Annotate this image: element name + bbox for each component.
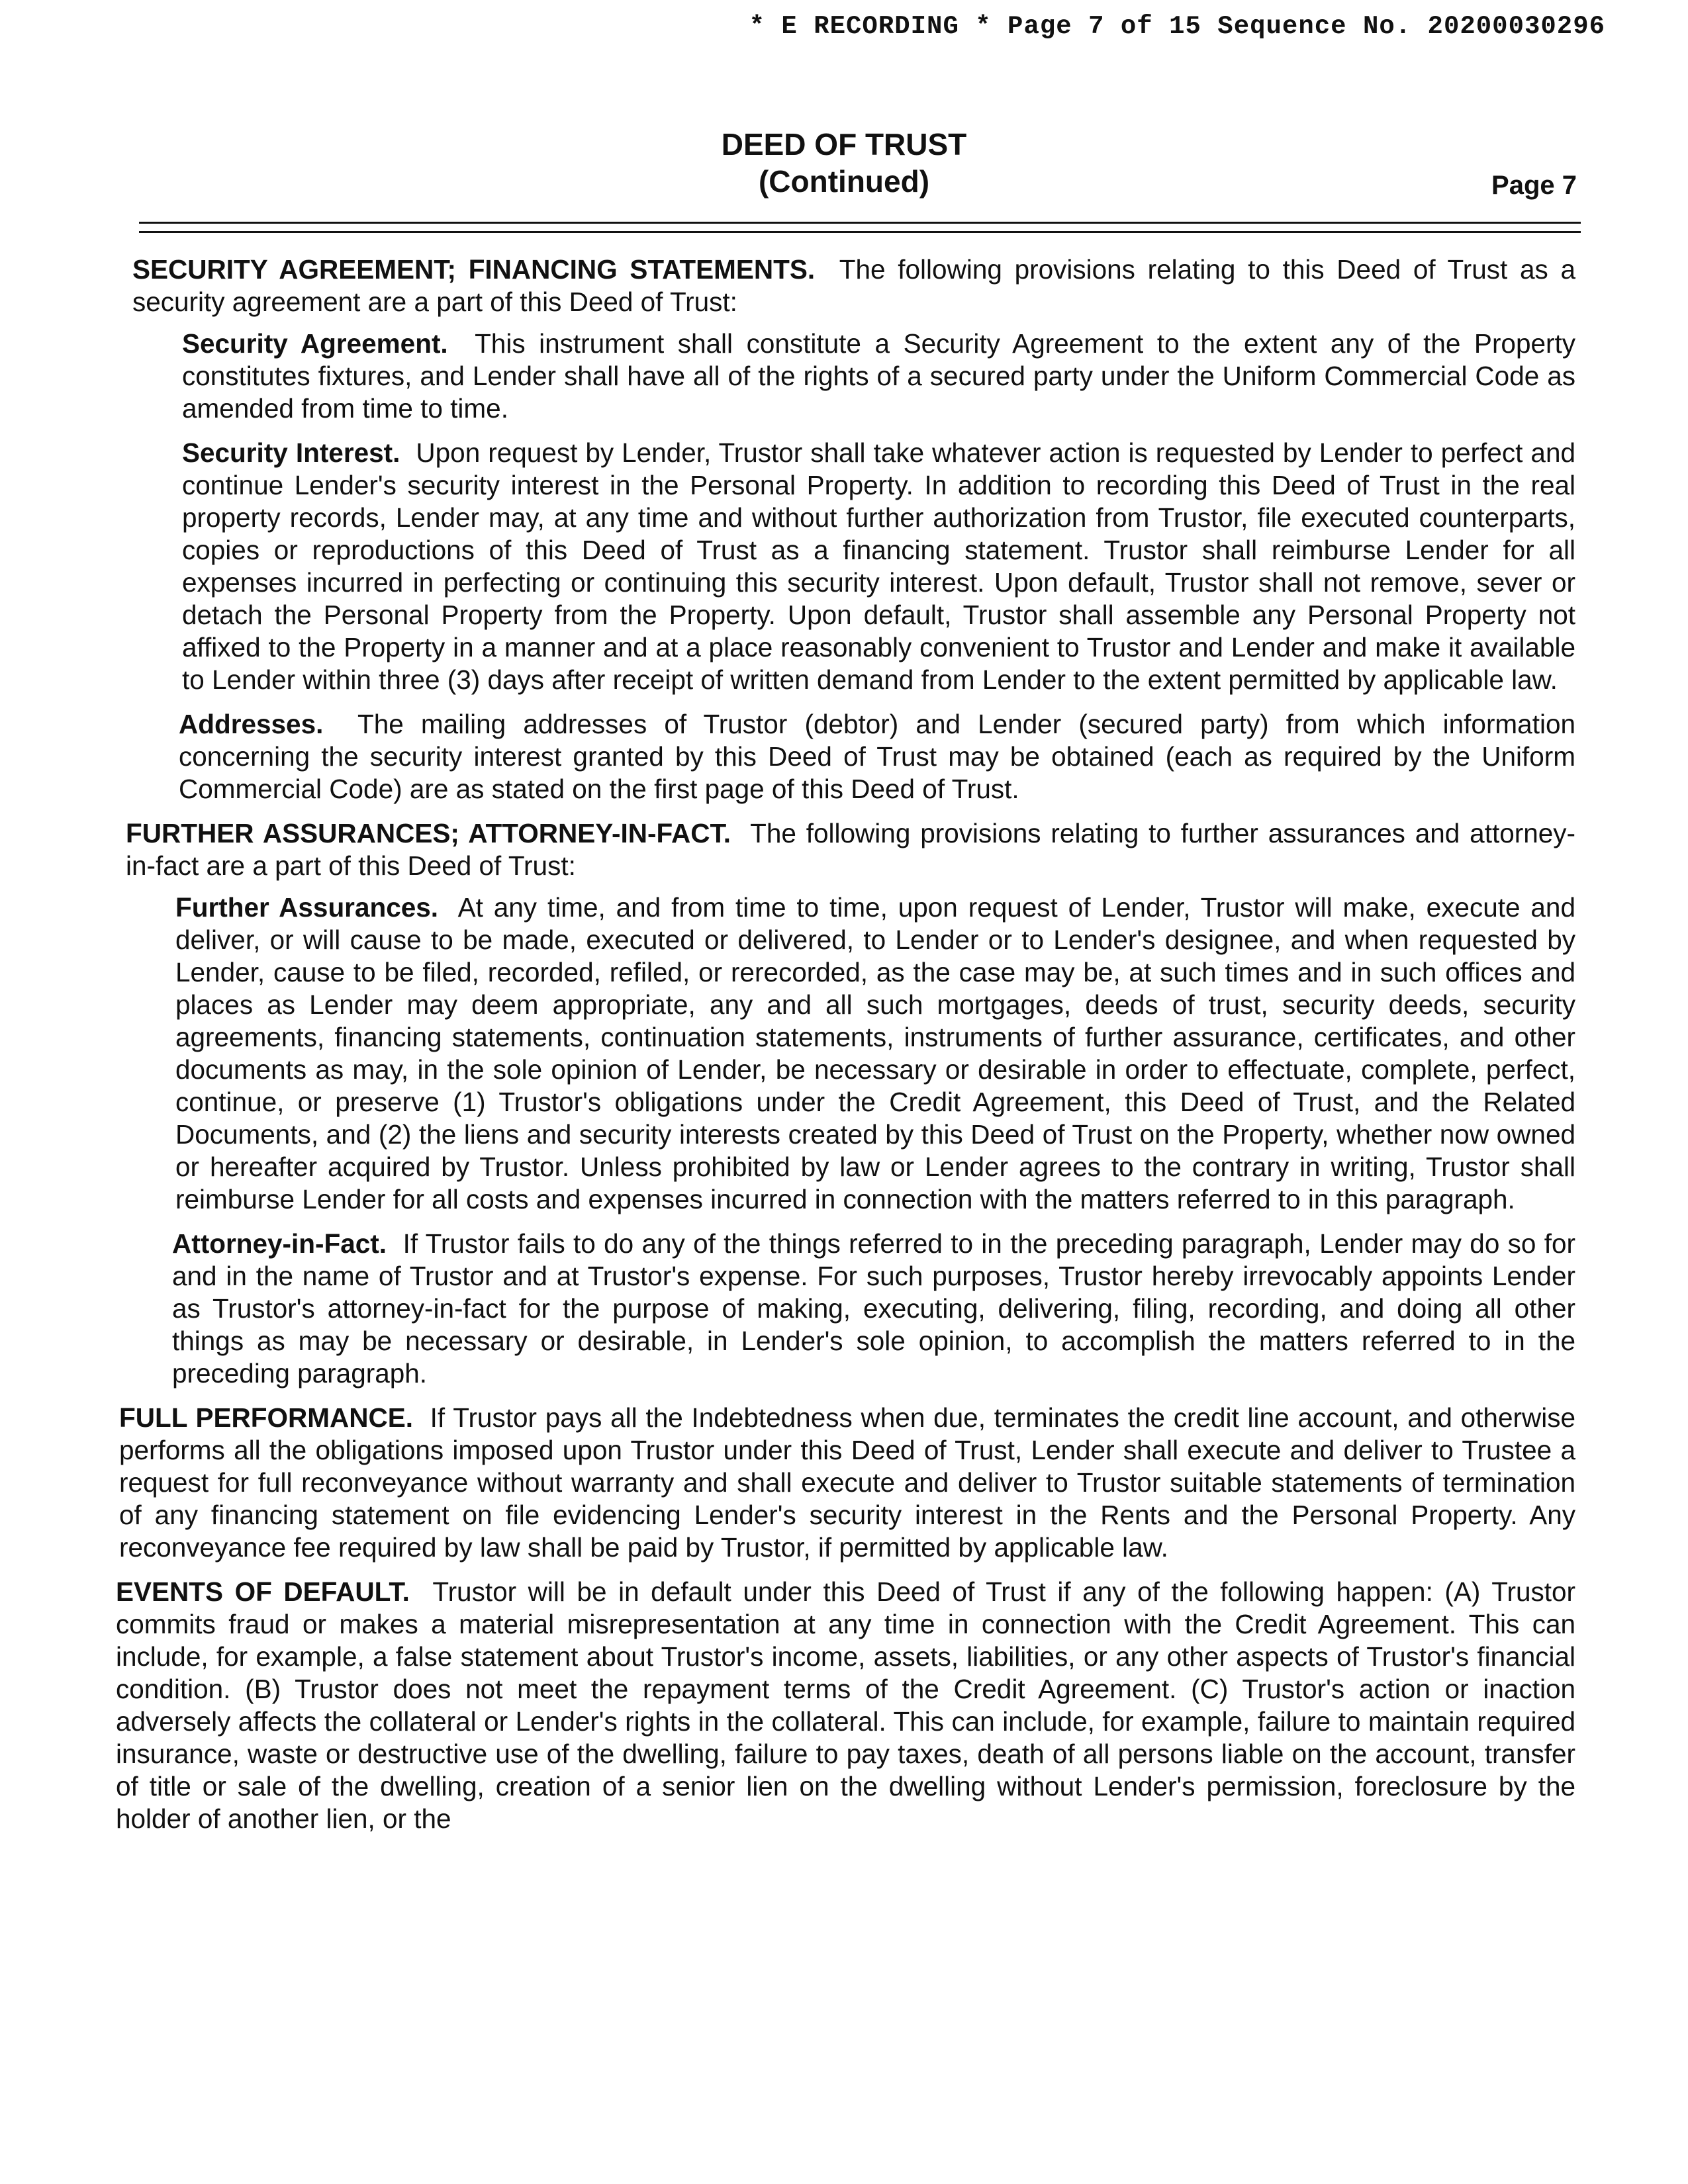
subsection-heading: Attorney-in-Fact. [172,1228,387,1259]
header-rule-bottom [139,231,1581,233]
section-text: The following provisions relating to this Deed of Trust as a security agreement are a part of this Deed of Trust: [132,254,1575,317]
subsection-attorney-in-fact [172,1228,1575,1390]
subsection-heading: Further Assurances. [175,892,439,923]
section-paragraph [132,253,1575,318]
section-heading: FULL PERFORMANCE. [119,1402,414,1433]
document-title [0,126,1688,200]
subsection-addresses [179,708,1575,805]
section-paragraph [119,1402,1575,1564]
subsection-text: Upon request by Lender, Trustor shall take whatever action is requested by Lender to perfect and continue Lender's security interest in the Personal Property. In addition to recording this Deed of Trust in the real property records, Lender may, at any time and without further authorization from Trustor, file executed counterparts, copies or reproductions of this Deed of Trust as a financing statement. Trustor shall reimburse Lender for all expenses incurred in perfecting or continuing this security interest. Upon default, Trustor shall not remove, sever or detach the Personal Property from the Property. Upon default, Trustor shall assemble any Personal Property not affixed to the Property in a manner and at a place reasonably convenient to Trustor and Lender and make it available to Lender within three (3) days after receipt of written demand from Lender to the extent permitted by applicable law. [182,437,1575,695]
section-text: Trustor will be in default under this Deed of Trust if any of the following happen: (A) Trustor commits fraud or makes a material misrepresentation at any time in connection with the Credit Agreement. This can include, for example, a false statement about Trustor's income, assets, liabilities, or any other aspects of Trustor's financial condition. (B) Trustor does not meet the repayment terms of the Credit Agreement. (C) Trustor's action or inaction adversely affects the collateral or Lender's rights in the collateral. This can include, for example, failure to maintain required insurance, waste or destructive use of the dwelling, failure to pay taxes, death of all persons liable on the account, transfer of title or sale of the dwelling, creation of a senior lien on the dwelling without Lender's permission, foreclosure by the holder of another lien, or the [116,1576,1575,1834]
section-paragraph [126,817,1575,882]
subsection-text: This instrument shall constitute a Security Agreement to the extent any of the Property constitutes fixtures, and Lender shall have all of the rights of a secured party under the Uniform Commercial Code as amended from time to time. [182,328,1575,424]
subsection-paragraph [182,328,1575,425]
subsection-text: If Trustor fails to do any of the things referred to in the preceding paragraph, Lender may do so for and in the name of Trustor and at Trustor's expense. For such purposes, Trustor hereby irrevocably appoints Lender as Trustor's attorney-in-fact for the purpose of making, executing, delivering, filing, recording, and doing all other things as may be necessary or desirable, in Lender's sole opinion, to accomplish the matters referred to in the preceding paragraph. [172,1228,1575,1388]
title-line-1: DEED OF TRUST [721,127,967,161]
subsection-further-assurances [175,891,1575,1216]
section-security-agreement [132,253,1575,805]
section-text: The following provisions relating to further assurances and attorney-in-fact are a part of this Deed of Trust: [126,818,1576,881]
subsection-security-agreement [182,328,1575,425]
page-number: Page 7 [1491,171,1577,200]
subsection-paragraph [179,708,1575,805]
subsection-paragraph [182,437,1575,696]
subsection-security-interest [182,437,1575,696]
section-heading: SECURITY AGREEMENT; FINANCING STATEMENTS. [132,254,816,285]
section-further-assurances [126,817,1575,1390]
recording-header: * E RECORDING * Page 7 of 15 Sequence No. 20200030296 [749,12,1605,41]
subsection-heading: Security Interest. [182,437,400,468]
section-heading: FURTHER ASSURANCES; ATTORNEY-IN-FACT. [126,818,731,848]
subsection-text: At any time, and from time to time, upon request of Lender, Trustor will make, execute and deliver, or will cause to be made, executed or delivered, to Lender or to Lender's designee, and when requested by Lender, cause to be filed, recorded, refiled, or rerecorded, as the case may be, at such times and in such offices and places as Lender may deem appropriate, any and all such mortgages, deeds of trust, security deeds, security agreements, financing statements, continuation statements, instruments of further assurance, certificates, and other documents as may, in the sole opinion of Lender, be necessary or desirable in order to effectuate, complete, perfect, continue, or preserve (1) Trustor's obligations under the Credit Agreement, this Deed of Trust, and the Related Documents, and (2) the liens and security interests created by this Deed of Trust on the Property, whether now owned or hereafter acquired by Trustor. Unless prohibited by law or Lender agrees to the contrary in writing, Trustor shall reimburse Lender for all costs and expenses incurred in connection with the matters referred to in this paragraph. [175,892,1575,1214]
header-rule-top [139,222,1581,224]
title-line-2: (Continued) [758,164,930,199]
section-text: If Trustor pays all the Indebtedness when due, terminates the credit line account, and otherwise performs all the obligations imposed upon Trustor under this Deed of Trust, Lender shall execute and deliver to Trustee a request for full reconveyance without warranty and shall execute and deliver to Trustor suitable statements of termination of any financing statement on file evidencing Lender's security interest in the Rents and the Personal Property. Any reconveyance fee required by law shall be paid by Trustor, if permitted by applicable law. [119,1402,1575,1563]
section-paragraph [116,1576,1575,1835]
subsection-heading: Addresses. [179,709,324,739]
subsection-paragraph [175,891,1575,1216]
section-full-performance [119,1402,1575,1564]
section-events-of-default [116,1576,1575,1835]
subsection-paragraph [172,1228,1575,1390]
subsection-heading: Security Agreement. [182,328,448,359]
section-heading: EVENTS OF DEFAULT. [116,1576,410,1607]
subsection-text: The mailing addresses of Trustor (debtor) and Lender (secured party) from which information concerning the security interest granted by this Deed of Trust may be obtained (each as required by the Uniform Commercial Code) are as stated on the first page of this Deed of Trust. [179,709,1575,804]
document-body [116,253,1576,1847]
